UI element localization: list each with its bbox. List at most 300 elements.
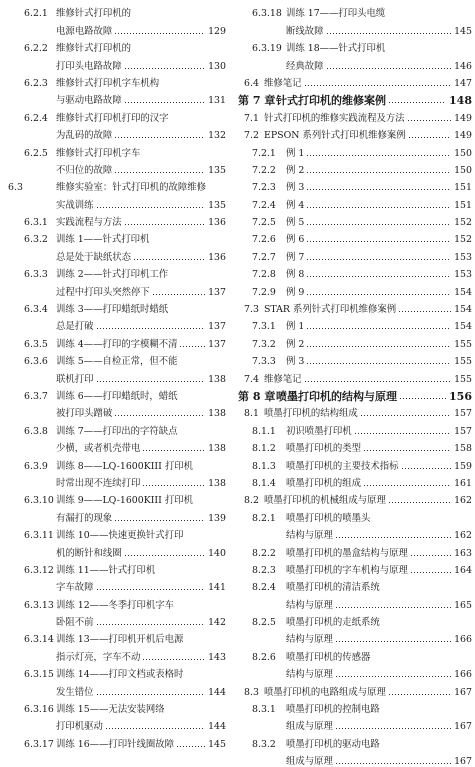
toc-entry-number: 6.2.3 (24, 77, 48, 89)
toc-entry (238, 2, 472, 19)
toc-entry-number: 7.3 (244, 304, 259, 316)
dot-leader (96, 200, 206, 209)
toc-entry (4, 367, 226, 384)
toc-entry (238, 715, 472, 732)
toc-entry (4, 437, 226, 454)
toc-entry (238, 245, 472, 262)
toc-entry-title: 打印机驱动 (56, 721, 103, 733)
toc-entry-title: 维修实验室：针式打印机的故障维修 (56, 182, 207, 194)
toc-entry (4, 89, 226, 106)
toc-entry-page: 157 (454, 425, 472, 437)
toc-entry-title: EPSON 系列针式打印机维修案例 (264, 130, 406, 142)
toc-entry-page: 150 (454, 147, 472, 159)
toc-entry-title: 训练 1——针式打印机 (56, 234, 150, 246)
toc-entry (238, 54, 472, 71)
toc-entry (238, 506, 472, 523)
toc-entry (4, 228, 226, 245)
toc-entry (238, 576, 472, 593)
toc-entry-number: 7.1 (244, 112, 259, 124)
toc-entry-title: 例 5 (286, 217, 305, 229)
dot-leader (335, 530, 451, 539)
toc-entry-page: 154 (454, 304, 472, 316)
dot-leader (96, 321, 206, 330)
toc-entry-page: 145 (454, 25, 472, 37)
toc-entry-number: 7.3.1 (252, 321, 276, 333)
toc-entry (4, 37, 226, 54)
toc-entry-number: 7.2.8 (252, 269, 276, 281)
toc-entry-page: 167 (454, 756, 472, 767)
dot-leader (124, 61, 205, 70)
toc-entry-title: 训练 11——针式打印机 (56, 564, 156, 576)
toc-entry-title: 训练 18——针式打印机 (286, 43, 386, 55)
toc-entry-title: 喷墨打印机的主要技术指标 (286, 460, 399, 472)
toc-entry-title: 机的断针和线圈 (56, 547, 122, 559)
toc-entry-title: 联机打印 (56, 373, 94, 385)
toc-entry-title: 喷墨打印机的清洁系统 (286, 582, 380, 594)
toc-entry-number: 7.2 (244, 130, 259, 142)
toc-entry-title: 过程中打印头突然停下 (56, 286, 150, 298)
toc-entry (4, 680, 226, 697)
toc-chapter-entry (238, 89, 472, 106)
dot-leader (142, 652, 205, 661)
toc-entry (4, 280, 226, 297)
toc-entry (238, 298, 472, 315)
dot-leader (124, 548, 205, 557)
toc-entry-page: 136 (208, 251, 226, 263)
toc-entry (238, 211, 472, 228)
toc-entry (238, 280, 472, 297)
toc-entry (238, 263, 472, 280)
toc-entry (238, 645, 472, 662)
toc-entry-number: 6.3.12 (24, 564, 54, 576)
toc-entry (238, 628, 472, 645)
toc-entry-title: 维修针式打印机字车 (56, 147, 141, 159)
toc-entry (238, 489, 472, 506)
toc-entry-page: 161 (454, 477, 472, 489)
toc-entry-title: 训练 14——打印文档或表格时 (56, 669, 184, 681)
toc-entry-number: 7.2.2 (252, 164, 276, 176)
toc-entry (4, 576, 226, 593)
toc-entry (238, 19, 472, 36)
toc-entry-number: 6.3.4 (24, 304, 48, 316)
toc-left-column (4, 2, 226, 750)
toc-entry-title: 少横，或者机壳带电 (56, 443, 141, 455)
toc-entry (4, 524, 226, 541)
toc-entry-page: 144 (208, 721, 226, 733)
dot-leader (96, 582, 206, 591)
toc-entry-number: 6.3.3 (24, 269, 48, 281)
toc-entry-number: 6.3.13 (24, 599, 54, 611)
dot-leader (114, 130, 205, 139)
toc-entry-page: 140 (208, 547, 226, 559)
toc-entry-page: 163 (454, 547, 472, 559)
toc-entry (4, 124, 226, 141)
toc-entry (238, 437, 472, 454)
toc-entry (4, 19, 226, 36)
toc-entry-title: 维修笔记 (264, 373, 302, 385)
toc-entry-title: 喷墨打印机的机械组成与原理 (264, 495, 386, 507)
dot-leader (360, 408, 451, 417)
dot-leader (354, 426, 451, 435)
toc-entry-page: 155 (454, 338, 472, 350)
toc-entry-number: 8.3 (244, 686, 259, 698)
toc-entry-number: 7.2.3 (252, 182, 276, 194)
toc-entry-title: 字车故障 (56, 582, 94, 594)
toc-entry (238, 611, 472, 628)
toc-entry-number: 8.2.1 (252, 512, 276, 524)
toc-entry (4, 698, 226, 715)
toc-entry-title: 例 2 (286, 338, 305, 350)
toc-entry-title: 训练 13——打印机开机后电源 (56, 634, 184, 646)
dot-leader (306, 287, 451, 296)
toc-entry-title: 例 8 (286, 269, 305, 281)
toc-entry-page: 136 (208, 217, 226, 229)
toc-entry-page: 146 (454, 60, 472, 72)
toc-entry-title: 例 1 (286, 147, 305, 159)
toc-entry (4, 489, 226, 506)
toc-entry-title: 训练 10——快速更换针式打印 (56, 530, 184, 542)
toc-entry (4, 54, 226, 71)
dot-leader (114, 26, 205, 35)
toc-entry-page: 155 (454, 356, 472, 368)
toc-entry-title: 例 7 (286, 251, 305, 263)
toc-entry-title: STAR 系列针式打印机维修案例 (264, 304, 397, 316)
toc-entry (238, 124, 472, 141)
toc-entry-page: 138 (208, 408, 226, 420)
toc-chapter-entry (238, 385, 472, 402)
toc-entry-title: 被打印头蹭破 (56, 408, 113, 420)
toc-entry (238, 193, 472, 210)
dot-leader (142, 443, 205, 452)
toc-entry-number: 6.3.16 (24, 704, 54, 716)
toc-entry-number: 6.3.1 (24, 217, 48, 229)
dot-leader (306, 217, 451, 226)
toc-entry-number: 8.2.3 (252, 564, 276, 576)
dot-leader (114, 165, 205, 174)
toc-entry-title: 例 6 (286, 234, 305, 246)
toc-entry-number: 6.3.11 (24, 530, 54, 542)
toc-entry-number: 6.2.4 (24, 112, 48, 124)
toc-entry-title: 喷墨打印机的墨盒结构与原理 (286, 547, 408, 559)
toc-entry-number: 8.2.5 (252, 617, 276, 629)
toc-entry-number: 6.3.14 (24, 634, 54, 646)
dot-leader (179, 339, 205, 348)
toc-entry-title: 组成与原理 (286, 721, 333, 733)
toc-entry-title: 结构与原理 (286, 669, 333, 681)
toc-entry-page: 153 (454, 251, 472, 263)
toc-entry (238, 37, 472, 54)
toc-entry-title: 喷墨打印机的结构与原理 (276, 389, 397, 403)
toc-entry-title: 喷墨打印机的字车机构与原理 (286, 564, 408, 576)
toc-entry-title: 为乱码的故障 (56, 130, 113, 142)
toc-entry (238, 159, 472, 176)
toc-entry-page: 141 (208, 582, 226, 594)
toc-entry (238, 454, 472, 471)
toc-entry-title: 例 3 (286, 356, 305, 368)
toc-entry-title: 喷墨打印机的喷墨头 (286, 512, 371, 524)
toc-entry (238, 419, 472, 436)
dot-leader (306, 234, 451, 243)
dot-leader (306, 356, 451, 365)
toc-entry (4, 2, 226, 19)
toc-entry-page: 142 (208, 617, 226, 629)
toc-entry-title: 喷墨打印机的类型 (286, 443, 362, 455)
dot-leader (335, 721, 451, 730)
dot-leader (326, 26, 452, 35)
toc-entry-page: 149 (454, 130, 472, 142)
toc-entry-page: 139 (208, 512, 226, 524)
toc-entry-page: 151 (454, 182, 472, 194)
toc-entry-page: 162 (454, 530, 472, 542)
toc-entry-page: 137 (208, 286, 226, 298)
toc-entry (4, 315, 226, 332)
toc-entry (238, 559, 472, 576)
dot-leader (96, 617, 206, 626)
toc-entry-number: 7.2.4 (252, 199, 276, 211)
toc-entry-page: 150 (454, 164, 472, 176)
toc-entry-page: 144 (208, 686, 226, 698)
toc-entry-page: 157 (454, 408, 472, 420)
toc-entry-title: 实践流程与方法 (56, 217, 122, 229)
toc-entry-page: 137 (208, 338, 226, 350)
toc-entry-number: 7.2.5 (252, 217, 276, 229)
toc-entry-page: 129 (208, 25, 226, 37)
toc-entry-number: 8.1.1 (252, 425, 276, 437)
toc-entry-number: 7.3.3 (252, 356, 276, 368)
toc-entry (238, 593, 472, 610)
toc-entry-page: 132 (208, 130, 226, 142)
toc-entry (238, 350, 472, 367)
toc-entry-number: 6.3.9 (24, 460, 48, 472)
toc-entry-title: 训练 5——自检正常，但不能 (56, 356, 178, 368)
toc-entry-number: 6.3.15 (24, 669, 54, 681)
toc-entry (4, 263, 226, 280)
dot-leader (407, 113, 451, 122)
toc-entry-title: 训练 9——LQ-1600KIII 打印机 (56, 495, 193, 507)
toc-entry (4, 298, 226, 315)
dot-leader (142, 478, 205, 487)
toc-entry-page: 131 (208, 95, 226, 107)
dot-leader (306, 269, 451, 278)
toc-entry (4, 419, 226, 436)
toc-entry-number: 8.2.2 (252, 547, 276, 559)
toc-entry (238, 541, 472, 558)
toc-entry-page: 149 (454, 112, 472, 124)
toc-entry-page: 165 (454, 599, 472, 611)
toc-entry (4, 663, 226, 680)
toc-entry (4, 454, 226, 471)
dot-leader (399, 391, 446, 400)
toc-entry-number: 7.4 (244, 373, 259, 385)
dot-leader (306, 165, 451, 174)
toc-entry (4, 141, 226, 158)
toc-entry-page: 143 (208, 651, 226, 663)
toc-entry-title: 不归位的故障 (56, 164, 113, 176)
toc-entry (4, 715, 226, 732)
dot-leader (363, 443, 451, 452)
toc-entry-title: 喷墨打印机的驱动电路 (286, 738, 380, 750)
dot-leader (306, 182, 451, 191)
toc-entry (238, 106, 472, 123)
toc-entry-title: 结构与原理 (286, 599, 333, 611)
toc-entry-title: 喷墨打印机的控制电路 (286, 704, 380, 716)
toc-entry (4, 559, 226, 576)
toc-entry-number: 6.2.1 (24, 8, 48, 20)
toc-entry-number: 第 7 章 (238, 94, 276, 108)
dot-leader (398, 304, 451, 313)
dot-leader (306, 200, 451, 209)
toc-entry-page: 148 (449, 94, 472, 108)
toc-entry (4, 472, 226, 489)
dot-leader (176, 739, 205, 748)
toc-entry-title: 总是处于缺纸状态 (56, 251, 132, 263)
toc-entry-title: 例 1 (286, 321, 305, 333)
toc-entry-number: 7.2.6 (252, 234, 276, 246)
toc-entry (238, 680, 472, 697)
toc-entry-number: 6.3.19 (252, 43, 282, 55)
dot-leader (388, 95, 446, 104)
dot-leader (388, 687, 451, 696)
toc-entry (238, 141, 472, 158)
toc-entry-title: 例 2 (286, 164, 305, 176)
toc-entry-title: 断线故障 (286, 25, 324, 37)
toc-entry-title: 喷墨打印机的传感器 (286, 651, 371, 663)
dot-leader (335, 634, 451, 643)
toc-entry-number: 6.3 (8, 182, 23, 194)
toc-entry-title: 喷墨打印机的结构组成 (264, 408, 358, 420)
toc-entry-title: 训练 2——针式打印机工作 (56, 269, 169, 281)
toc-entry-page: 155 (454, 373, 472, 385)
toc-entry-title: 电源电路故障 (56, 25, 113, 37)
toc-entry-title: 训练 15——无法安装网络 (56, 704, 165, 716)
toc-entry-title: 训练 17——打印头电缆 (286, 8, 386, 20)
toc-entry-page: 151 (454, 199, 472, 211)
toc-entry-title: 组成与原理 (286, 756, 333, 767)
toc-entry-number: 8.1.2 (252, 443, 276, 455)
dot-leader (326, 61, 452, 70)
toc-entry (238, 315, 472, 332)
toc-entry-title: 例 9 (286, 286, 305, 298)
toc-entry (4, 350, 226, 367)
toc-entry-page: 166 (454, 669, 472, 681)
toc-entry-title: 维修针式打印机的 (56, 8, 132, 20)
toc-entry-page: 162 (454, 495, 472, 507)
toc-entry-number: 6.3.5 (24, 338, 48, 350)
dot-leader (306, 339, 451, 348)
toc-entry-page: 138 (208, 477, 226, 489)
toc-entry-title: 训练 3——打印蜡纸时蜡纸 (56, 304, 169, 316)
toc-entry-page: 167 (454, 686, 472, 698)
toc-entry-title: 喷墨打印机的走纸系统 (286, 617, 380, 629)
dot-leader (410, 565, 451, 574)
dot-leader (114, 513, 205, 522)
dot-leader (408, 130, 452, 139)
toc-entry-number: 8.1.3 (252, 460, 276, 472)
toc-entry (4, 645, 226, 662)
toc-entry-title: 训练 4——打印的字模糊不清 (56, 338, 178, 350)
dot-leader (304, 374, 452, 383)
toc-entry-page: 145 (208, 738, 226, 750)
toc-entry (238, 228, 472, 245)
dot-leader (124, 95, 205, 104)
toc-entry-title: 喷墨打印机的组成 (286, 477, 362, 489)
toc-entry-page: 138 (208, 443, 226, 455)
toc-entry-number: 8.2.6 (252, 651, 276, 663)
toc-entry-title: 喷墨打印机的电路组成与原理 (264, 686, 386, 698)
dot-leader (152, 287, 205, 296)
toc-entry-number: 8.1 (244, 408, 259, 420)
dot-leader (96, 374, 206, 383)
toc-entry (238, 732, 472, 749)
toc-entry-number: 6.3.6 (24, 356, 48, 368)
toc-entry (4, 332, 226, 349)
toc-entry (238, 402, 472, 419)
toc-entry (4, 402, 226, 419)
toc-entry (238, 72, 472, 89)
dot-leader (124, 217, 205, 226)
toc-entry-page: 158 (454, 443, 472, 455)
toc-entry-page: 166 (454, 634, 472, 646)
toc-entry (238, 524, 472, 541)
toc-entry-title: 发生错位 (56, 686, 94, 698)
toc-entry-title: 初识喷墨打印机 (286, 425, 352, 437)
toc-entry-title: 有漏打的现象 (56, 512, 113, 524)
toc-entry-title: 训练 7——打印出的字符缺点 (56, 425, 178, 437)
dot-leader (363, 478, 451, 487)
dot-leader (304, 78, 452, 87)
toc-entry-title: 指示灯亮，字车不动 (56, 651, 141, 663)
dot-leader (105, 721, 205, 730)
toc-entry (4, 176, 226, 193)
toc-entry-title: 与驱动电路故障 (56, 95, 122, 107)
toc-entry (238, 176, 472, 193)
toc-entry-title: 维修笔记 (264, 77, 302, 89)
toc-entry (238, 698, 472, 715)
dot-leader (410, 548, 451, 557)
toc-entry-page: 138 (208, 373, 226, 385)
toc-entry-number: 7.2.7 (252, 251, 276, 263)
toc-entry (4, 159, 226, 176)
dot-leader (401, 461, 452, 470)
toc-entry (4, 732, 226, 749)
toc-entry-title: 训练 12——冬季打印机字车 (56, 599, 175, 611)
toc-entry (4, 72, 226, 89)
toc-entry-page: 135 (208, 199, 226, 211)
toc-entry-page: 156 (449, 389, 472, 403)
toc-entry-title: 结构与原理 (286, 530, 333, 542)
toc-entry (238, 367, 472, 384)
toc-entry (238, 750, 472, 767)
dot-leader (133, 252, 205, 261)
toc-entry-page: 167 (454, 721, 472, 733)
toc-entry-title: 总是打破 (56, 321, 94, 333)
dot-leader (388, 495, 451, 504)
toc-entry-page: 153 (454, 269, 472, 281)
toc-entry-number: 8.2 (244, 495, 259, 507)
toc-entry-number: 6.3.10 (24, 495, 54, 507)
toc-entry-page: 164 (454, 564, 472, 576)
toc-entry (4, 506, 226, 523)
toc-entry-title: 针式打印机的维修案例 (276, 94, 386, 108)
toc-entry (4, 611, 226, 628)
toc-entry-page: 152 (454, 217, 472, 229)
toc-entry-title: 例 3 (286, 182, 305, 194)
toc-entry (4, 385, 226, 402)
toc-entry-title: 训练 16——打印针线圈故障 (56, 738, 175, 750)
toc-entry-number: 6.3.7 (24, 390, 48, 402)
toc-entry-title: 针式打印机的维修实践流程及方法 (264, 112, 405, 124)
toc-entry-number: 6.3.18 (252, 8, 282, 20)
